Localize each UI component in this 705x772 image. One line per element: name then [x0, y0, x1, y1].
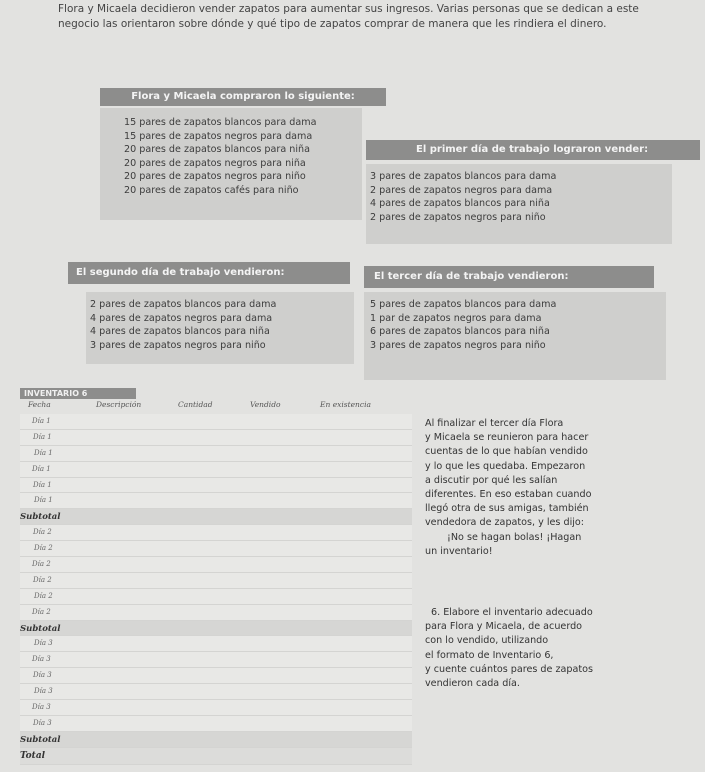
story-paragraph	[425, 417, 700, 559]
task-line: el formato de Inventario 6,	[425, 649, 554, 661]
inventory-row	[20, 414, 412, 430]
inventory-row	[20, 478, 412, 494]
day2-item: 4 pares de zapatos blancos para niña	[90, 326, 270, 337]
row-label: Día 1	[32, 464, 51, 473]
inventory-row	[20, 700, 412, 716]
intro-paragraph: Flora y Micaela decidieron vender zapatos para aumentar sus ingresos. Varias personas que se dedican a este negocio las orientaron sobre dónde y qué tipo de zapatos comprar de manera que les rindiera el dinero.	[58, 3, 639, 30]
task-line: para Flora y Micaela, de acuerdo	[425, 621, 583, 633]
day2-title: El segundo día de trabajo vendieron:	[68, 262, 350, 284]
row-label: Día 3	[34, 639, 53, 648]
day1-item: 2 pares de zapatos negros para niño	[370, 211, 546, 223]
row-label: Día 1	[34, 448, 53, 457]
inventory-row	[20, 668, 412, 684]
purchase-item: 15 pares de zapatos blancos para dama	[124, 117, 317, 128]
purchase-title: Flora y Micaela compraron lo siguiente:	[100, 88, 386, 106]
header-fecha: Fecha	[28, 400, 51, 409]
inventory-title: INVENTARIO 6	[20, 388, 136, 399]
task-line: con lo vendido, utilizando	[425, 635, 549, 647]
task-line: y cuente cuántos pares de zapatos	[425, 663, 593, 675]
total-row	[20, 748, 412, 765]
purchase-panel	[100, 108, 362, 220]
story-line: a discutir por qué les salían	[425, 474, 558, 486]
inventory-row	[20, 573, 412, 589]
day2-panel	[86, 292, 354, 364]
story-line: un inventario!	[425, 545, 493, 557]
row-label: Subtotal	[20, 734, 61, 745]
header-existencia: En existencia	[320, 400, 371, 409]
day1-title: El primer día de trabajo lograron vender:	[366, 140, 700, 160]
inventory-row	[20, 525, 412, 541]
story-line: llegó otra de sus amigas, también	[425, 503, 589, 515]
purchase-item: 15 pares de zapatos negros para dama	[124, 130, 313, 142]
row-label: Día 1	[32, 417, 51, 425]
day3-item: 5 pares de zapatos blancos para dama	[370, 299, 557, 310]
story-line: y lo que les quedaba. Empezaron	[425, 460, 586, 472]
story-line: diferentes. En eso estaban cuando	[425, 489, 592, 501]
header-cantidad: Cantidad	[178, 400, 213, 409]
story-line: vendedora de zapatos, y les dijo:	[425, 517, 585, 529]
story-line: y Micaela se reunieron para hacer	[425, 432, 589, 444]
row-label: Día 2	[32, 560, 51, 569]
row-label: Día 2	[34, 591, 53, 600]
subtotal-row	[20, 509, 412, 525]
day2-item: 4 pares de zapatos negros para dama	[90, 312, 273, 324]
purchase-item: 20 pares de zapatos negros para niño	[124, 171, 306, 182]
day2-item: 2 pares de zapatos blancos para dama	[90, 299, 277, 310]
inventory-table	[20, 414, 412, 765]
header-vendido: Vendido	[250, 400, 281, 409]
inventory-row	[20, 589, 412, 605]
day1-item: 4 pares de zapatos blancos para niña	[370, 198, 550, 209]
task-line: 6. Elabore el inventario adecuado	[431, 607, 593, 618]
day1-item: 2 pares de zapatos negros para dama	[370, 184, 553, 196]
day3-item: 3 pares de zapatos negros para niño	[370, 339, 546, 351]
row-label: Día 2	[33, 575, 52, 584]
inventory-row	[20, 716, 412, 732]
row-label: Día 2	[33, 528, 52, 537]
inventory-header	[20, 398, 412, 412]
inventory-row	[20, 652, 412, 668]
task-paragraph	[425, 606, 700, 691]
row-label: Día 3	[32, 655, 51, 664]
inventory-row	[20, 446, 412, 462]
row-label: Día 3	[32, 703, 51, 712]
inventory-row	[20, 430, 412, 446]
row-label: Total	[20, 750, 46, 761]
purchase-item: 20 pares de zapatos negros para niña	[124, 157, 306, 169]
story-line: ¡No se hagan bolas! ¡Hagan	[447, 531, 582, 543]
row-label: Subtotal	[20, 512, 61, 523]
subtotal-row	[20, 621, 412, 637]
purchase-item: 20 pares de zapatos cafés para niño	[124, 184, 299, 196]
row-label: Día 3	[34, 687, 53, 696]
story-line: Al finalizar el tercer día Flora	[425, 418, 564, 429]
purchase-item: 20 pares de zapatos blancos para niña	[124, 144, 310, 155]
inventory-row	[20, 684, 412, 700]
day1-item: 3 pares de zapatos blancos para dama	[370, 171, 557, 182]
row-label: Día 3	[33, 718, 52, 727]
story-line: cuentas de lo que habían vendido	[425, 446, 588, 458]
day2-item: 3 pares de zapatos negros para niño	[90, 339, 266, 351]
day3-title: El tercer día de trabajo vendieron:	[364, 266, 654, 288]
row-label: Día 1	[33, 432, 52, 441]
row-label: Día 2	[34, 544, 53, 553]
task-line: vendieron cada día.	[425, 678, 520, 690]
inventory-row	[20, 462, 412, 478]
row-label: Día 3	[33, 671, 52, 680]
row-label: Día 2	[32, 607, 51, 616]
day1-panel	[366, 164, 672, 244]
subtotal-row	[20, 732, 412, 748]
day3-item: 6 pares de zapatos blancos para niña	[370, 326, 550, 337]
inventory-row	[20, 605, 412, 621]
row-label: Subtotal	[20, 623, 61, 634]
inventory-row	[20, 541, 412, 557]
header-descripcion: Descripción	[96, 400, 142, 409]
inventory-row	[20, 636, 412, 652]
row-label: Día 1	[33, 480, 52, 489]
day3-panel	[364, 292, 666, 380]
row-label: Día 1	[34, 496, 53, 505]
inventory-row	[20, 557, 412, 573]
inventory-row	[20, 493, 412, 509]
day3-item: 1 par de zapatos negros para dama	[370, 312, 542, 324]
